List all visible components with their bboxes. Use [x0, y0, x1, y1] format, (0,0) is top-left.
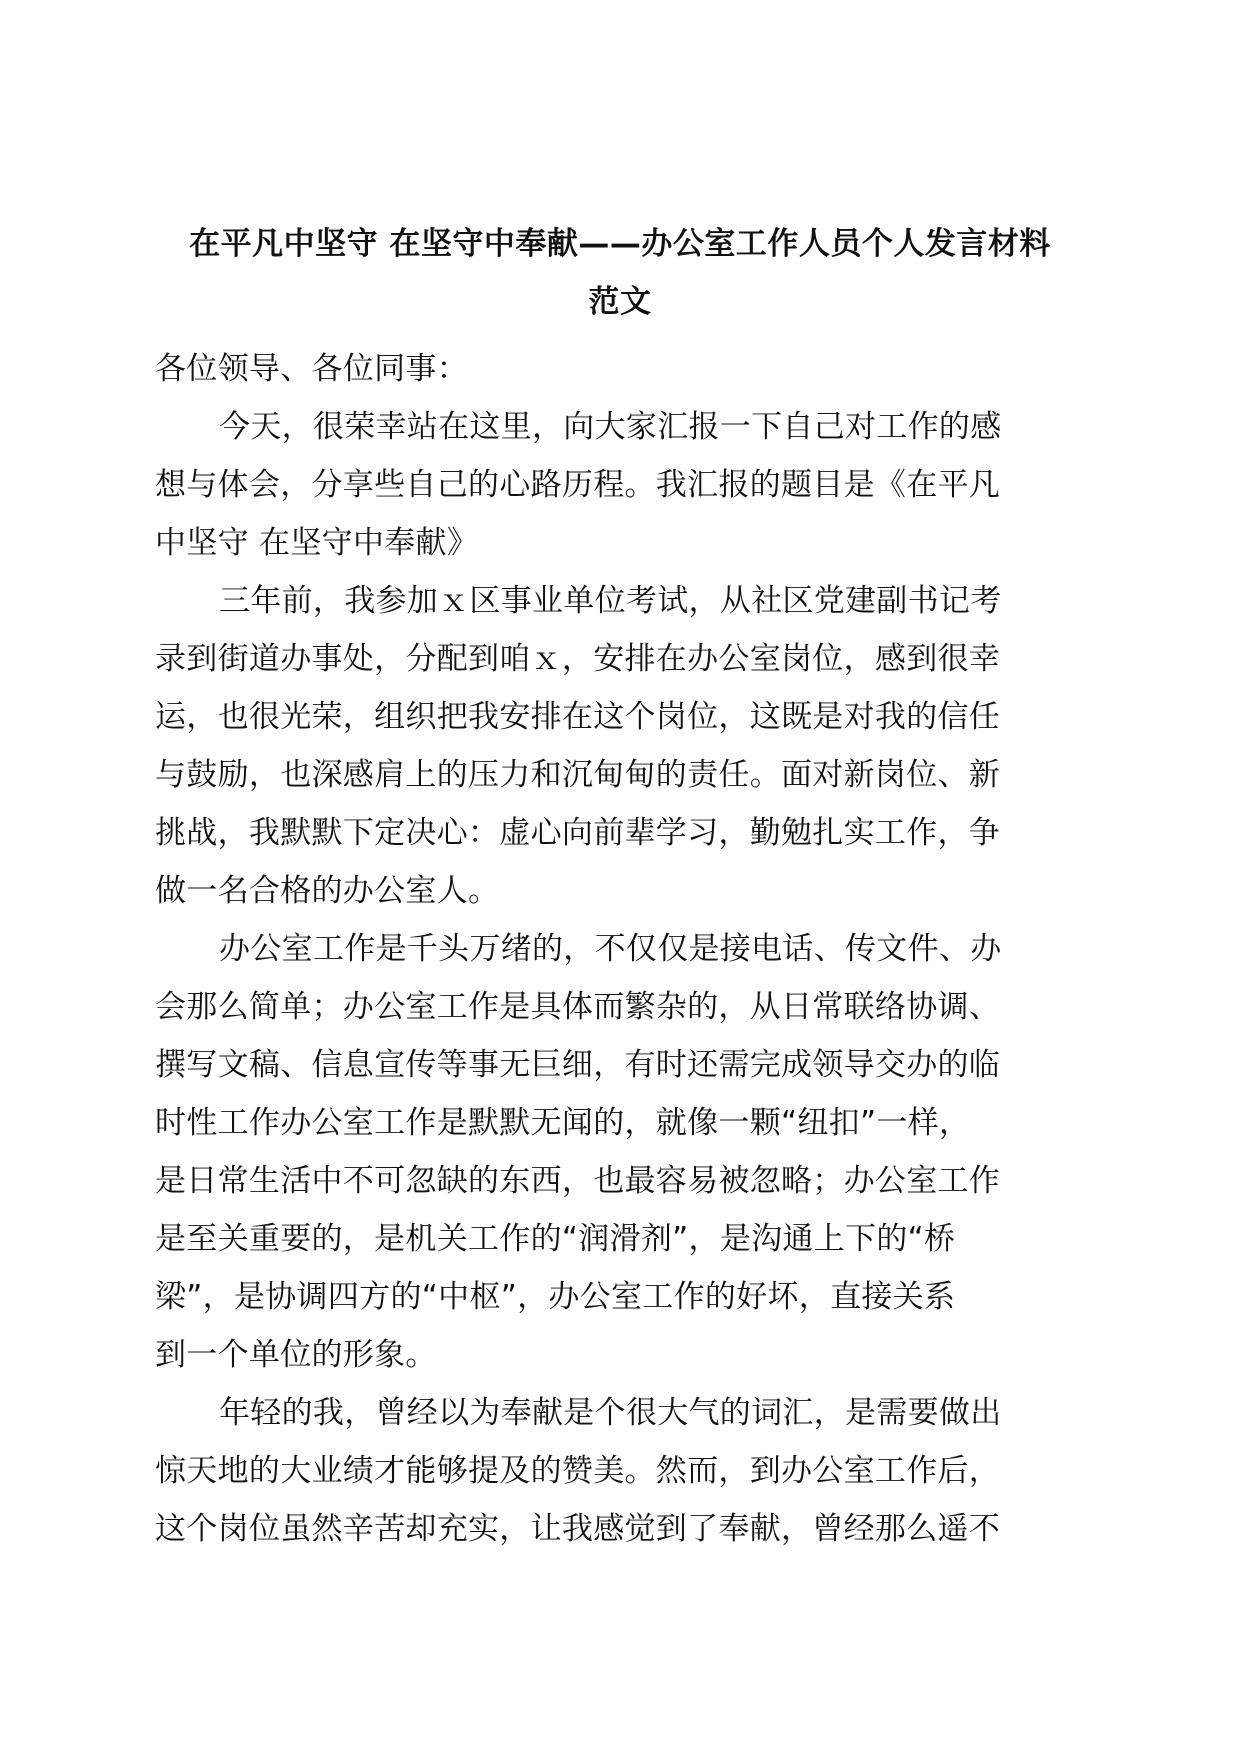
- document-body: [155, 340, 1060, 1558]
- paragraph-line: 与鼓励，也深感肩上的压力和沉甸甸的责任。面对新岗位、新: [155, 757, 1001, 793]
- paragraph-line: 是至关重要的，是机关工作的“润滑剂”，是沟通上下的“桥: [155, 1221, 956, 1257]
- title-line-1: 在平凡中坚守 在坚守中奉献——办公室工作人员个人发言材料: [189, 226, 1051, 262]
- paragraph-2: [155, 572, 1060, 920]
- paragraph-line: 办公室工作是千头万绪的，不仅仅是接电话、传文件、办: [219, 931, 1002, 967]
- paragraph-line: 这个岗位虽然辛苦却充实，让我感觉到了奉献，曾经那么遥不: [155, 1511, 1001, 1547]
- salutation: 各位领导、各位同事：: [155, 351, 468, 387]
- document-title: [150, 215, 1090, 331]
- paragraph-line: 三年前，我参加ｘ区事业单位考试，从社区党建副书记考: [219, 583, 1002, 619]
- paragraph-line: 中坚守 在坚守中奉献》: [155, 525, 479, 561]
- paragraph-line: 惊天地的大业绩才能够提及的赞美。然而，到办公室工作后，: [155, 1453, 1001, 1489]
- paragraph-line: 撰写文稿、信息宣传等事无巨细，有时还需完成领导交办的临: [155, 1047, 1001, 1083]
- title-line-2: 范文: [588, 284, 652, 320]
- paragraph-line: 今天，很荣幸站在这里，向大家汇报一下自己对工作的感: [219, 409, 1002, 445]
- paragraph-4: [155, 1384, 1060, 1558]
- paragraph-line: 挑战，我默默下定决心：虚心向前辈学习，勤勉扎实工作，争: [155, 815, 1001, 851]
- paragraph-line: 年轻的我，曾经以为奉献是个很大气的词汇，是需要做出: [219, 1395, 1002, 1431]
- paragraph-line: 做一名合格的办公室人。: [155, 873, 500, 909]
- paragraph-line: 梁”，是协调四方的“中枢”，办公室工作的好坏，直接关系: [155, 1279, 956, 1315]
- paragraph-line: 是日常生活中不可忽缺的东西，也最容易被忽略；办公室工作: [155, 1163, 1001, 1199]
- paragraph-3: [155, 920, 1060, 1384]
- paragraph-line: 运，也很光荣，组织把我安排在这个岗位，这既是对我的信任: [155, 699, 1001, 735]
- paragraph-line: 录到街道办事处，分配到咱ｘ，安排在办公室岗位，感到很幸: [155, 641, 1001, 677]
- paragraph-line: 到一个单位的形象。: [155, 1337, 437, 1373]
- paragraph-1: [155, 398, 1060, 572]
- paragraph-line: 时性工作办公室工作是默默无闻的，就像一颗“纽扣”一样，: [155, 1105, 971, 1141]
- paragraph-line: 会那么简单；办公室工作是具体而繁杂的，从日常联络协调、: [155, 989, 1001, 1025]
- paragraph-line: 想与体会，分享些自己的心路历程。我汇报的题目是《在平凡: [155, 467, 1001, 503]
